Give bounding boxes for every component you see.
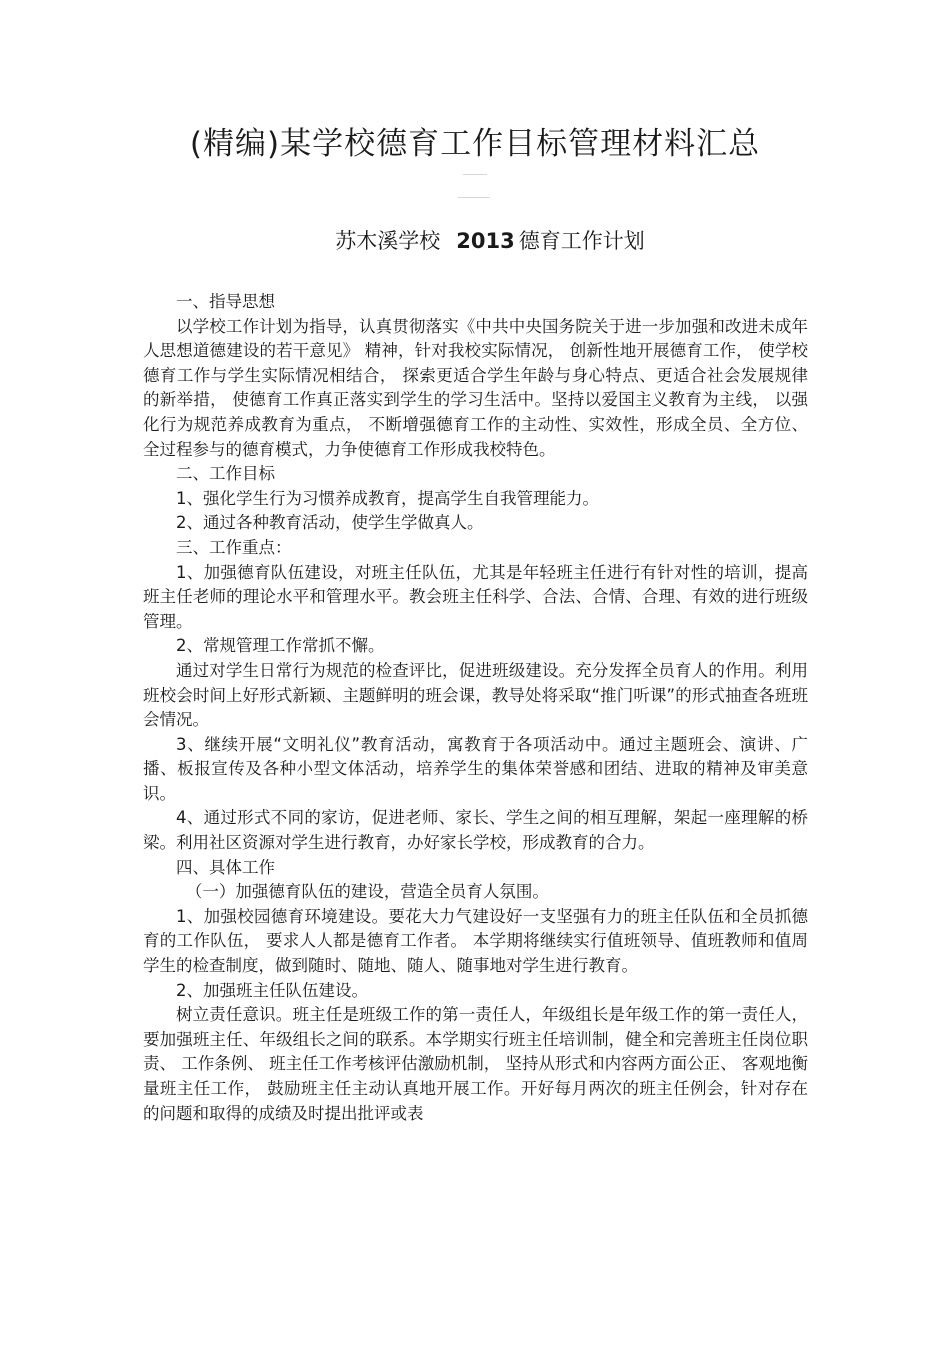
document-title: (精编)某学校德育工作目标管理材料汇总 — [189, 126, 761, 162]
section-heading: 三、工作重点： — [176, 537, 292, 557]
subtitle-year: 2013 — [456, 229, 515, 253]
paragraph: 2、通过各种教育活动，使学生学做真人。 — [176, 513, 484, 533]
paragraph: 3、继续开展“文明礼仪”教育活动，寓教育于各项活动中。通过主题班会、演讲、广播、板报宣传及各种小型文体活动，培养学生的集体荣誉感和团结、进取的精神及审美意识。 — [143, 734, 808, 803]
scan-artifact-line — [463, 174, 487, 175]
paragraph: 1、强化学生行为习惯养成教育，提高学生自我管理能力。 — [176, 488, 599, 508]
section-heading: 二、工作目标 — [176, 464, 275, 484]
paragraph: 1、加强校园德育环境建设。要花大力气建设好一支坚强有力的班主任队伍和全员抓德育的工作队伍， 要求人人都是德育工作者。 本学期将继续实行值班领导、值班教师和值周学生的检查制度，做到随时、随地、随人、随事地对学生进行教育。 — [143, 906, 808, 976]
subtitle-school: 苏木溪学校 — [335, 229, 441, 253]
scan-artifact-line — [458, 197, 490, 198]
subsection-heading: （一）加强德育队伍的建设，营造全员育人氛围。 — [185, 882, 549, 902]
paragraph: 树立责任意识。班主任是班级工作的第一责任人，年级组长是年级工作的第一责任人，要加强班主任、年级组长之间的联系。本学期实行班主任培训制，健全和完善班主任岗位职责、 工作条例、 班主任工作考核评估激励机制， 坚持从形式和内容两方面公正、 客观地衡量班主任工作， 鼓励班主任主动认真地开展工作。开好每月两次的班主任例会，针对存在的问题和取得的成绩及时提出批评或表 — [143, 1005, 808, 1123]
section-heading: 四、具体工作 — [176, 857, 275, 877]
paragraph: 以学校工作计划为指导，认真贯彻落实《中共中央国务院关于进一步加强和改进未成年人思想道德建设的若干意见》 精神，针对我校实际情况， 创新性地开展德育工作， 使学校德育工作与学生实际情况相结合， 探索更适合学生年龄与身心特点、更适合社会发展规律的新举措， 使德育工作真正落实到学生的学习生活中。坚持以爱国主义教育为主线， 以强化行为规范养成教育为重点， 不断增强德育工作的主动性、实效性，形成全员、全方位、全过程参与的德育模式，力争使德育工作形成我校特色。 — [143, 316, 808, 459]
subtitle-suffix: 德育工作计划 — [518, 229, 645, 253]
paragraph: 2、加强班主任队伍建设。 — [176, 980, 368, 1000]
section-heading: 一、指导思想 — [176, 292, 275, 311]
document-body — [143, 290, 808, 1126]
paragraph: 通过对学生日常行为规范的检查评比，促进班级建设。充分发挥全员育人的作用。利用班校会时间上好形式新颖、主题鲜明的班会课，教导处将采取“推门听课”的形式抽查各班班会情况。 — [143, 660, 808, 730]
paragraph: 4、通过形式不同的家访，促进老师、家长、学生之间的相互理解，架起一座理解的桥梁。利用社区资源对学生进行教育，办好家长学校，形成教育的合力。 — [143, 808, 808, 853]
paragraph: 2、常规管理工作常抓不懈。 — [176, 636, 385, 656]
document-subtitle — [0, 226, 950, 256]
paragraph: 1、加强德育队伍建设，对班主任队伍，尤其是年轻班主任进行有针对性的培训，提高班主任老师的理论水平和管理水平。教会班主任科学、合法、合情、合理、有效的进行班级管理。 — [143, 562, 808, 631]
